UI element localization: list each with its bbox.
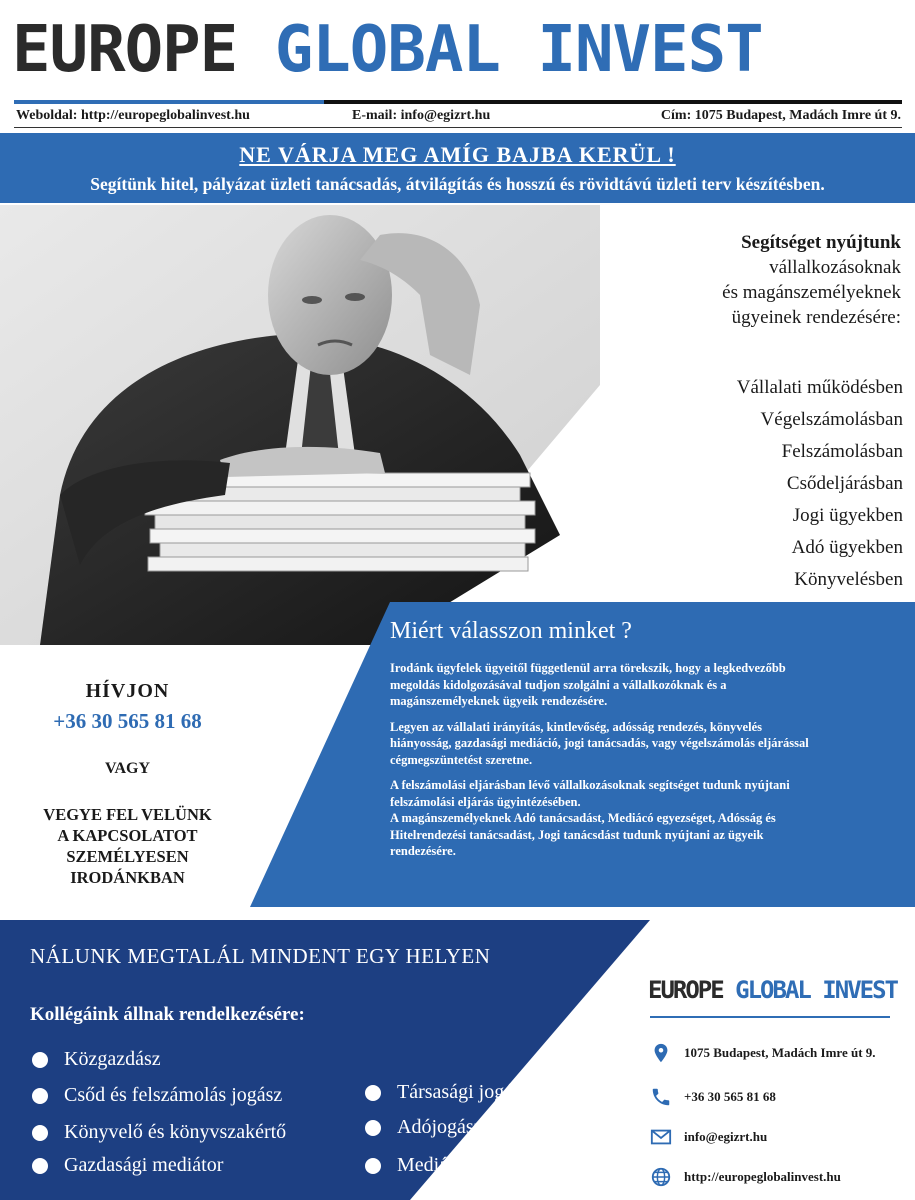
colleague-label: Csőd és felszámolás jogász xyxy=(64,1084,283,1106)
footer-logo xyxy=(648,972,897,1008)
bullet-icon xyxy=(32,1052,48,1068)
logo-word-europe: EUROPE xyxy=(12,13,238,87)
banner-subline: Segítünk hitel, pályázat üzleti tanácsadás, átvilágítás és hosszú és rövidtávú üzleti terv készítésben. xyxy=(90,174,825,194)
header-divider xyxy=(14,127,902,128)
contact-web-text[interactable]: http://europeglobalinvest.hu xyxy=(684,1169,841,1184)
colleague-label: Adójogász xyxy=(397,1116,483,1138)
why-paragraph: A felszámolási eljárásban lévő vállalkozásoknak segítséget tudunk nyújtani felszámolási eljárás ügyintézésében. xyxy=(390,778,790,809)
stressed-businessman-photo xyxy=(0,205,600,645)
colleague-item xyxy=(32,1154,223,1177)
mail-icon xyxy=(650,1126,672,1148)
header-rule xyxy=(14,100,902,104)
colleague-item xyxy=(32,1084,282,1107)
call-phone[interactable]: +36 30 565 81 68 xyxy=(53,709,202,733)
call-line: IRODÁNKBAN xyxy=(70,868,185,887)
call-line: VEGYE FEL VELÜNK xyxy=(43,805,212,824)
service-item: Végelszámolásban xyxy=(760,409,903,430)
bullet-icon xyxy=(32,1158,48,1174)
logo-word-global-invest: GLOBAL INVEST xyxy=(274,13,763,87)
service-item: Adó ügyekben xyxy=(791,537,903,558)
footer-logo-word-europe: EUROPE xyxy=(648,976,723,1004)
globe-icon xyxy=(650,1166,672,1188)
bullet-icon xyxy=(365,1120,381,1136)
call-to-action xyxy=(10,680,245,888)
service-item: Jogi ügyekben xyxy=(792,505,903,526)
banner-headline: NE VÁRJA MEG AMÍG BAJBA KERÜL ! xyxy=(239,142,676,167)
bullet-icon xyxy=(365,1085,381,1101)
main-logo xyxy=(12,2,902,98)
contact-phone-text[interactable]: +36 30 565 81 68 xyxy=(684,1089,776,1104)
services-list xyxy=(737,372,903,596)
call-or: VAGY xyxy=(104,760,151,777)
footer-logo-word-global-invest: GLOBAL INVEST xyxy=(735,976,897,1004)
why-paragraph: A magánszemélyeknek Adó tanácsadást, Mediácó egyezséget, Adósság és Hitelrendezési tanácsadást, Jogi tanácsdást tudunk nyújtani az ügyeik rendezésére. xyxy=(390,811,776,858)
headline-banner xyxy=(0,133,915,203)
colleague-label: Mediátor xyxy=(397,1154,471,1176)
colleague-label: Gazdasági mediátor xyxy=(64,1154,224,1176)
bottom-subtitle: Kollégáink állnak rendelkezésére: xyxy=(30,1004,305,1025)
contact-email[interactable] xyxy=(650,1126,767,1148)
services-intro-line: ügyeinek rendezésére: xyxy=(731,307,901,328)
colleague-label: Társasági jogász xyxy=(397,1081,530,1103)
contact-web[interactable] xyxy=(650,1166,841,1188)
colleague-label: Közgazdász xyxy=(64,1048,161,1070)
why-paragraph: Irodánk ügyfelek ügyeitől függetlenül arra törekszik, hogy a legkedvezőbb megoldás kidolgozásával tudjon szolgálni a vállalkozóknak és a magánszemélyeknek ügyeik rendezésére. xyxy=(390,661,786,708)
header-website[interactable]: Weboldal: http://europeglobalinvest.hu xyxy=(16,108,250,123)
colleague-item xyxy=(32,1048,161,1071)
phone-icon xyxy=(650,1086,672,1108)
contact-email-text[interactable]: info@egizrt.hu xyxy=(684,1129,768,1144)
call-line: SZEMÉLYESEN xyxy=(66,847,189,866)
services-intro-bold: Segítséget nyújtunk xyxy=(741,232,901,253)
service-item: Csődeljárásban xyxy=(786,473,903,494)
header-address: Cím: 1075 Budapest, Madách Imre út 9. xyxy=(660,108,901,123)
services-intro-line: és magánszemélyeknek xyxy=(722,282,901,303)
call-heading: HÍVJON xyxy=(85,680,170,702)
service-item: Könyvelésben xyxy=(794,569,903,590)
why-title: Miért válasszon minket ? xyxy=(390,618,632,644)
services-intro xyxy=(722,230,901,330)
services-intro-line: vállalkozásoknak xyxy=(769,257,901,278)
service-item: Felszámolásban xyxy=(781,441,903,462)
colleague-item xyxy=(365,1081,530,1104)
colleague-item xyxy=(365,1154,470,1177)
contact-address xyxy=(650,1042,876,1064)
why-paragraph: Legyen az vállalati irányítás, kintlevőség, adósság rendezés, könyvelés hiányosság, gazdasági mediáció, jogi tanácsadás, vagy végelszámolás eljárással cégmegszüntetést szeretne. xyxy=(390,719,809,767)
bullet-icon xyxy=(32,1125,48,1141)
contact-address-text: 1075 Budapest, Madách Imre út 9. xyxy=(684,1045,876,1060)
bullet-icon xyxy=(32,1088,48,1104)
call-visit-text xyxy=(10,804,245,888)
contact-phone[interactable] xyxy=(650,1086,776,1108)
service-item: Vállalati működésben xyxy=(736,377,903,398)
call-line: A KAPCSOLATOT xyxy=(57,826,198,845)
bullet-icon xyxy=(365,1158,381,1174)
footer-logo-rule xyxy=(650,1016,890,1018)
bottom-title: NÁLUNK MEGTALÁL MINDENT EGY HELYEN xyxy=(30,944,491,968)
location-pin-icon xyxy=(650,1042,672,1064)
colleague-item xyxy=(32,1121,286,1144)
colleague-item xyxy=(365,1116,483,1139)
header-email[interactable]: E-mail: info@egizrt.hu xyxy=(352,108,491,123)
why-text xyxy=(390,660,810,860)
colleague-label: Könyvelő és könyvszakértő xyxy=(64,1121,287,1143)
